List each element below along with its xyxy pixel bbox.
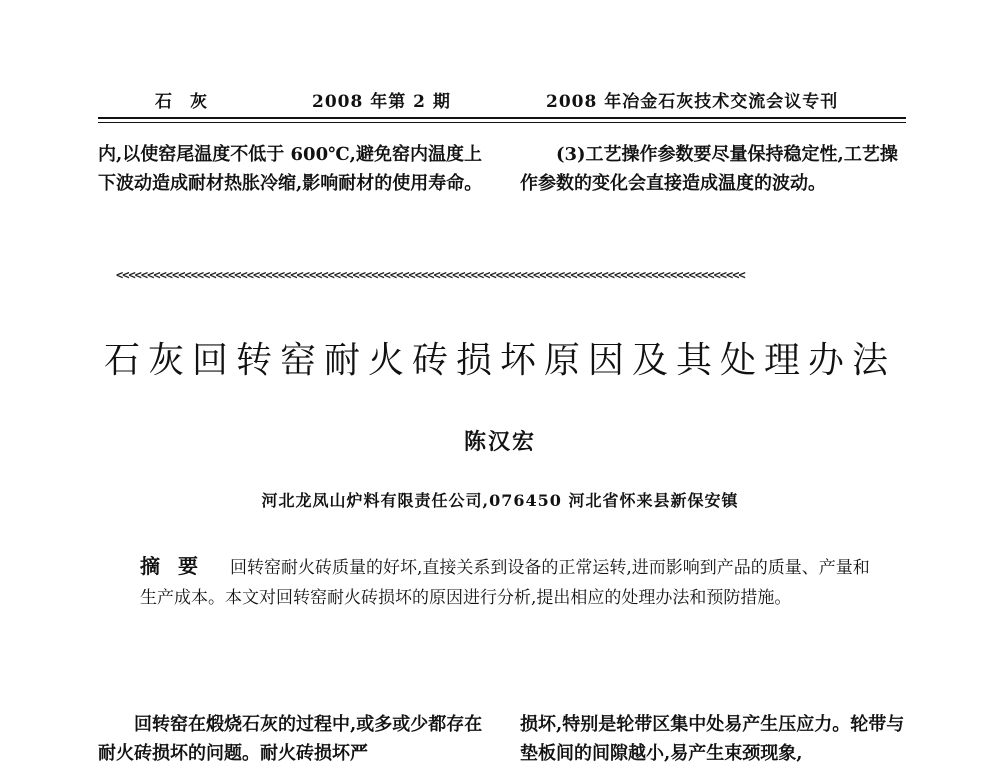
article-title: 石灰回转窑耐火砖损坏原因及其处理办法 xyxy=(103,340,896,381)
previous-article-left-column: 内,以使窑尾温度不低于 600℃,避免窑内温度上下波动造成耐材热胀冷缩,影响耐材的使用寿命。 xyxy=(98,144,483,194)
body-left-column: 回转窑在煅烧石灰的过程中,或多或少都存在耐火砖损坏的问题。耐火砖损坏严 xyxy=(98,714,483,764)
previous-article-right-column: (3)工艺操作参数要尽量保持稳定性,工艺操作参数的变化会直接造成温度的波动。 xyxy=(520,144,898,194)
article-author: 陈汉宏 xyxy=(463,429,536,455)
header-rule-thin xyxy=(98,122,906,123)
article-separator: <<<<<<<<<<<<<<<<<<<<<<<<<<<<<<<<<<<<<<<<<<<<<<<<<<<<<<<<<<<<<<<<<<<<<<<<<<<<<<<<<<<<<<<<<<<<<<<<<<<<< xyxy=(116,268,745,282)
issue-number: 2008 年第 2 期 xyxy=(312,92,451,112)
abstract-label: 摘要 xyxy=(140,554,216,578)
body-right-column: 损坏,特别是轮带区集中处易产生压应力。轮带与垫板间的间隙越小,易产生束颈现象, xyxy=(520,714,905,764)
header-rule-thick xyxy=(98,117,906,119)
special-issue-title: 2008 年冶金石灰技术交流会议专刊 xyxy=(546,92,839,112)
abstract-text: 回转窑耐火砖质量的好坏,直接关系到设备的正常运转,进而影响到产品的质量、产量和生产成本。本文对回转窑耐火砖损坏的原因进行分析,提出相应的处理办法和预防措施。 xyxy=(140,558,870,608)
author-affiliation: 河北龙凤山炉料有限责任公司,076450 河北省怀来县新保安镇 xyxy=(261,491,739,510)
journal-name: 石灰 xyxy=(155,92,225,112)
abstract xyxy=(140,551,870,613)
